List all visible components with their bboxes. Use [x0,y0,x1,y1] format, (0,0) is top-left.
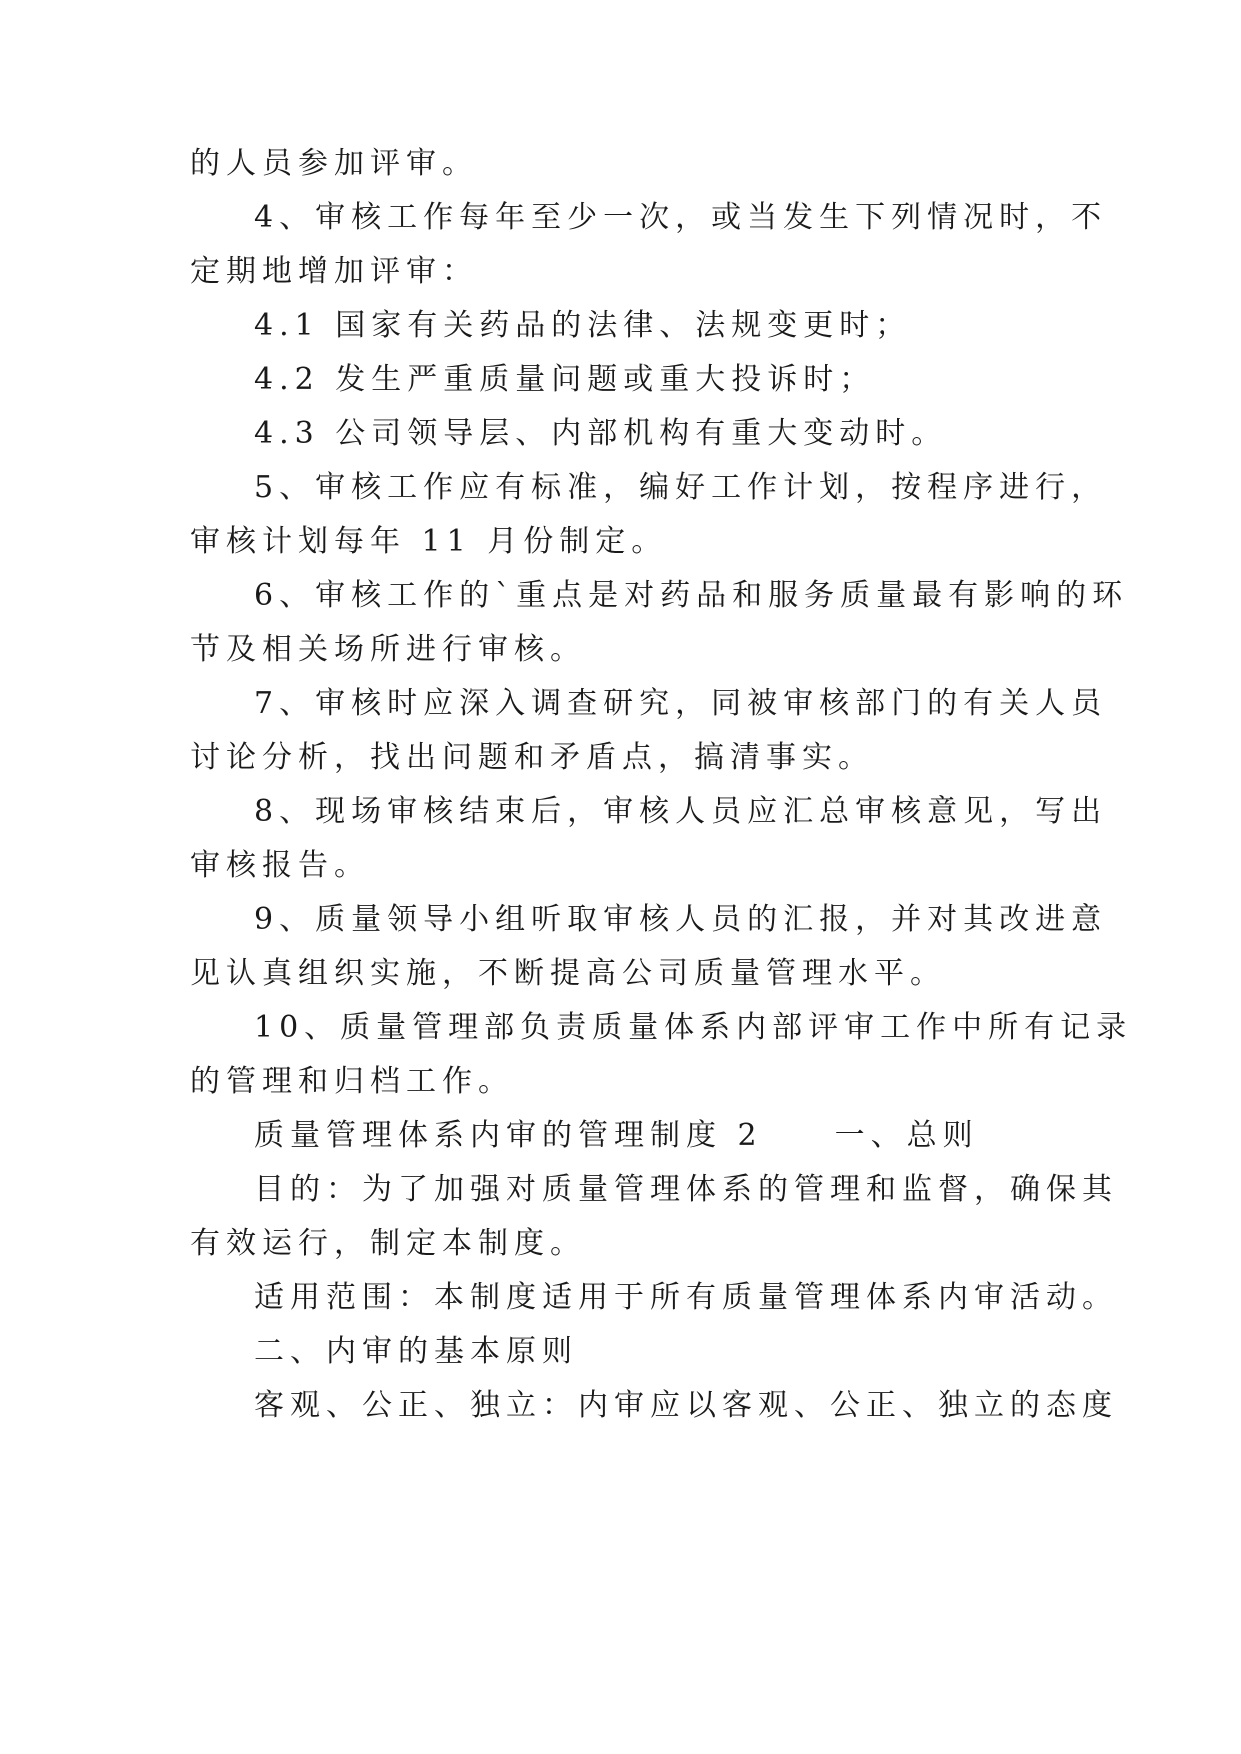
text-line: 6、审核工作的`重点是对药品和服务质量最有影响的环 [254,578,1129,613]
text-line: 8、现场审核结束后，审核人员应汇总审核意见，写出 [254,794,1108,829]
text-line: 4、审核工作每年至少一次，或当发生下列情况时，不 [254,200,1108,235]
text-line: 4.1 国家有关药品的法律、法规变更时； [254,308,912,343]
text-line: 定期地增加评审： [190,254,478,289]
section-heading: 质量管理体系内审的管理制度 2 一、总则 [254,1118,979,1153]
text-line: 4.2 发生严重质量问题或重大投诉时； [254,362,876,397]
text-line: 4.3 公司领导层、内部机构有重大变动时。 [254,416,948,451]
text-line: 10、质量管理部负责质量体系内部评审工作中所有记录 [254,1010,1133,1045]
text-line: 审核计划每年 11 月份制定。 [190,524,668,559]
section-heading: 二、内审的基本原则 [254,1334,578,1369]
text-line: 适用范围：本制度适用于所有质量管理体系内审活动。 [254,1280,1118,1315]
text-line: 节及相关场所进行审核。 [190,632,586,667]
text-line: 的人员参加评审。 [190,146,478,181]
text-line: 见认真组织实施，不断提高公司质量管理水平。 [190,956,946,991]
text-line: 目的：为了加强对质量管理体系的管理和监督，确保其 [254,1172,1118,1207]
text-line: 9、质量领导小组听取审核人员的汇报，并对其改进意 [254,902,1108,937]
text-line: 的管理和归档工作。 [190,1064,514,1099]
text-line: 审核报告。 [190,848,370,883]
text-line: 7、审核时应深入调查研究，同被审核部门的有关人员 [254,686,1108,721]
text-line: 讨论分析，找出问题和矛盾点，搞清事实。 [190,740,874,775]
text-line: 有效运行，制定本制度。 [190,1226,586,1261]
text-line: 5、审核工作应有标准，编好工作计划，按程序进行， [254,470,1108,505]
text-line: 客观、公正、独立：内审应以客观、公正、独立的态度 [254,1388,1118,1423]
